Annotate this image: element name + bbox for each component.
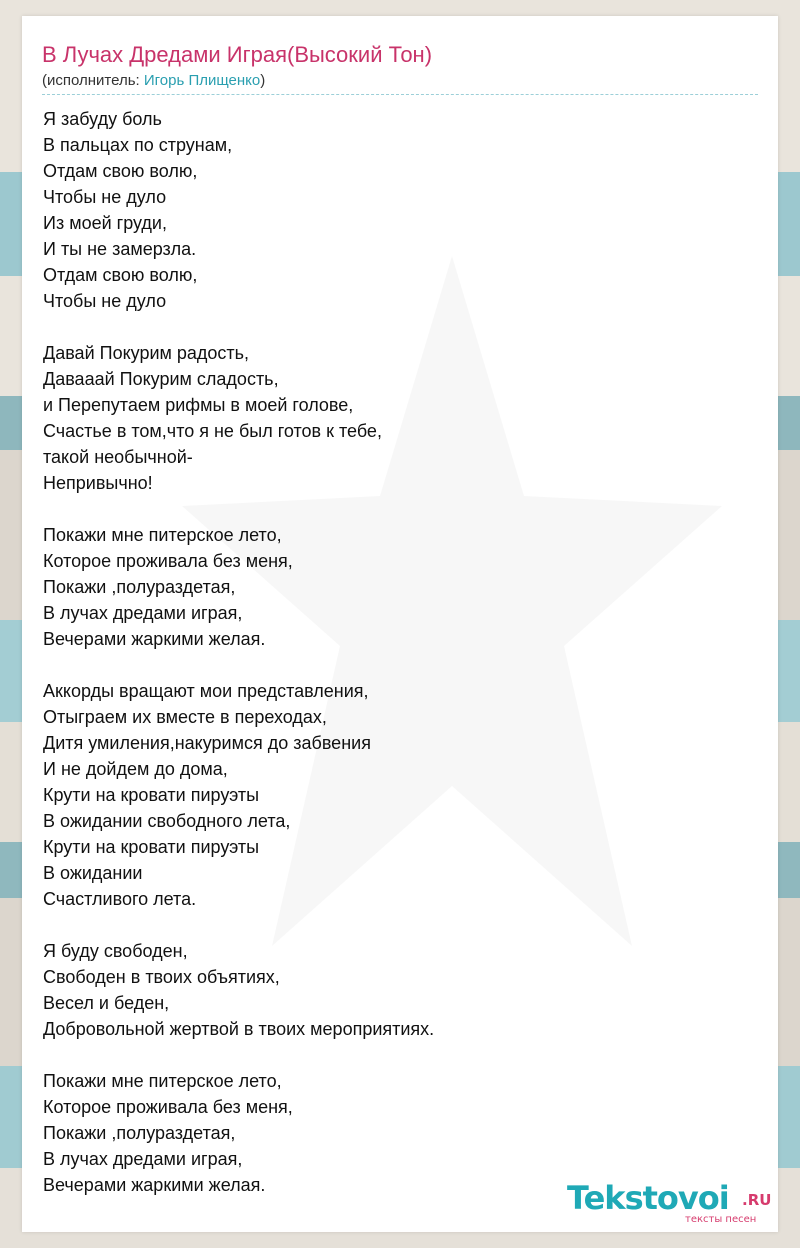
lyric-line: Дитя умиления,накуримся до забвения	[43, 733, 371, 753]
lyric-line: Добровольной жертвой в твоих мероприятиях.	[43, 1019, 435, 1039]
lyric-line: Покажи ,полураздетая,	[43, 1123, 236, 1143]
lyric-line: Крути на кровати пируэты	[43, 837, 260, 857]
performer-line	[42, 72, 265, 89]
lyrics-text	[43, 106, 434, 1198]
stanza-gap	[43, 1042, 434, 1068]
stanza-gap	[43, 652, 434, 678]
performer-suffix: )	[260, 72, 266, 89]
site-logo[interactable]	[567, 1178, 777, 1230]
lyric-line: Чтобы не дуло	[43, 187, 167, 207]
lyric-line: Давааай Покурим сладость,	[43, 369, 279, 389]
lyric-line: Отдам свою волю,	[43, 265, 198, 285]
lyric-line: В ожидании свободного лета,	[43, 811, 291, 831]
lyric-line: Свободен в твоих объятиях,	[43, 967, 280, 987]
logo-tld: .RU	[742, 1191, 772, 1209]
lyric-line: Я буду свободен,	[43, 941, 188, 961]
lyric-line: И не дойдем до дома,	[43, 759, 228, 779]
lyric-line: Весел и беден,	[43, 993, 170, 1013]
lyric-line: В пальцах по струнам,	[43, 135, 233, 155]
lyric-line: Из моей груди,	[43, 213, 167, 233]
lyric-line: Отдам свою волю,	[43, 161, 198, 181]
logo-tagline: тексты песен	[685, 1214, 757, 1225]
lyric-line: Счастливого лета.	[43, 889, 197, 909]
lyric-line: И ты не замерзла.	[43, 239, 197, 259]
lyric-line: и Перепутаем рифмы в моей голове,	[43, 395, 354, 415]
lyric-line: Вечерами жаркими желая.	[43, 1175, 266, 1195]
lyric-line: В ожидании	[43, 863, 143, 883]
lyric-line: Покажи мне питерское лето,	[43, 525, 282, 545]
stanza-gap	[43, 912, 434, 938]
lyric-line: Чтобы не дуло	[43, 291, 167, 311]
song-title: В Лучах Дредами Играя(Высокий Тон)	[42, 42, 433, 67]
stanza-gap	[43, 314, 434, 340]
lyric-line: Вечерами жаркими желая.	[43, 629, 266, 649]
lyric-line: Которое проживала без меня,	[43, 551, 293, 571]
lyric-line: Которое проживала без меня,	[43, 1097, 293, 1117]
logo-name: Tekstovoi	[567, 1179, 729, 1217]
lyrics-card	[22, 16, 778, 1232]
lyric-line: В лучах дредами играя,	[43, 1149, 243, 1169]
lyric-line: такой необычной-	[43, 447, 193, 467]
lyric-line: Непривычно!	[43, 473, 153, 493]
lyric-line: Покажи ,полураздетая,	[43, 577, 236, 597]
lyric-line: Крути на кровати пируэты	[43, 785, 260, 805]
lyric-line: Счастье в том,что я не был готов к тебе,	[43, 421, 382, 441]
stanza-gap	[43, 496, 434, 522]
lyric-line: Отыграем их вместе в переходах,	[43, 707, 327, 727]
lyric-line: Аккорды вращают мои представления,	[43, 681, 369, 701]
lyric-line: Покажи мне питерское лето,	[43, 1071, 282, 1091]
lyric-line: Давай Покурим радость,	[43, 343, 250, 363]
lyric-line: Я забуду боль	[43, 109, 162, 129]
lyric-line: В лучах дредами играя,	[43, 603, 243, 623]
title-divider	[42, 94, 758, 95]
performer-link[interactable]: Игорь Плищенко	[143, 72, 261, 89]
performer-prefix: (исполнитель:	[42, 72, 144, 89]
